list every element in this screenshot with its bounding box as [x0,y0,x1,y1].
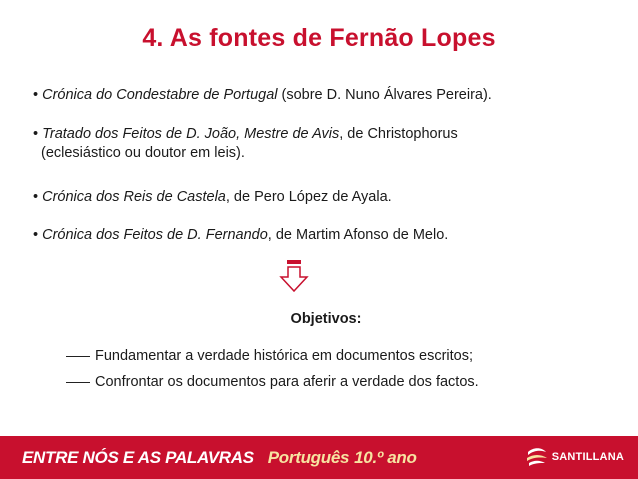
dash-icon [66,356,90,357]
source-item [33,226,623,245]
publisher-logo [525,446,624,468]
source-item [33,86,623,105]
source-item [33,188,623,207]
bullet: • [33,126,39,142]
santillana-logo-icon [525,446,549,468]
bullet: • [33,189,39,205]
bullet: • [33,227,39,243]
objective-item [66,347,473,366]
slide-title: 4. As fontes de Fernão Lopes [142,24,496,52]
footer-bar [0,436,638,479]
objective-text: Fundamentar a verdade histórica em documentos escritos; [95,348,473,364]
objective-text: Confrontar os documentos para aferir a verdade dos factos. [95,374,479,390]
source-detail: , de Martim Afonso de Melo. [267,227,449,243]
objectives-label: Objetivos: [290,311,362,327]
course-year: 10.º ano [354,448,417,467]
footer-series [22,448,417,468]
source-item [33,125,623,163]
source-title: Tratado dos Feitos de D. João, Mestre de Avis [42,126,340,142]
objective-item [66,373,479,392]
down-arrow-icon [276,258,312,294]
bullet: • [33,87,39,103]
source-title: Crónica do Condestabre de Portugal [42,87,278,103]
source-title: Crónica dos Reis de Castela [42,189,226,205]
dash-icon [66,382,90,383]
source-detail: , de Christophorus [339,126,458,142]
source-detail: , de Pero López de Ayala. [225,189,392,205]
source-detail: (sobre D. Nuno Álvares Pereira). [277,87,492,103]
source-detail-continuation: (eclesiástico ou doutor em leis). [41,145,245,161]
course-name: Português [267,448,350,467]
publisher-name: SANTILLANA [551,451,624,463]
source-title: Crónica dos Feitos de D. Fernando [42,227,268,243]
series-name: ENTRE NÓS E AS PALAVRAS [22,448,254,467]
